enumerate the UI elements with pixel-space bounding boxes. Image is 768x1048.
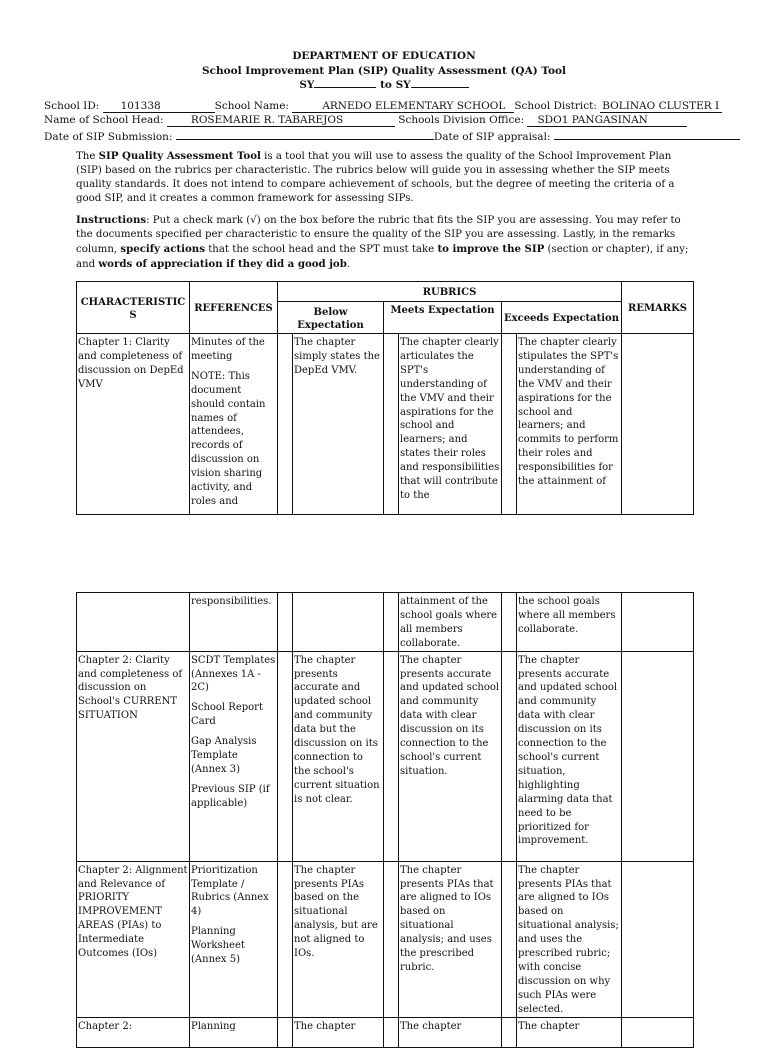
instructions-text-d: that the school head and the SPT must take	[204, 244, 438, 255]
row1-characteristic: Chapter 1: Clarity and completeness of discussion on DepEd VMV	[77, 334, 190, 515]
department-title: DEPARTMENT OF EDUCATION	[292, 50, 476, 62]
row2-characteristic: Chapter 2: Clarity and completeness of discussion on School's CURRENT SITUATION	[77, 651, 190, 861]
table-row-chapter1	[77, 334, 694, 515]
instructions-text-f: (section or chapter), if any; and	[76, 244, 689, 270]
row1c-below-checkbox[interactable]	[278, 593, 293, 652]
header-characteristics: CHARACTERISTICS	[77, 282, 190, 334]
submission-blank	[176, 128, 434, 140]
instructions-label: Instructions	[76, 214, 147, 226]
row1-below-text: The chapter simply states the DepEd VMV.	[293, 334, 384, 515]
instructions-specify: specify actions	[120, 243, 205, 255]
row1-below-checkbox[interactable]	[278, 334, 293, 515]
district-value: BOLINAO CLUSTER I	[600, 100, 722, 113]
row4-meets-checkbox[interactable]	[384, 1017, 399, 1047]
sy-mid: to SY	[380, 79, 411, 91]
header-rubrics: RUBRICS	[278, 282, 622, 302]
submission-label: Date of SIP Submission:	[44, 131, 173, 143]
head-value: ROSEMARIE R. TABAREJOS	[167, 114, 395, 127]
head-label: Name of School Head:	[44, 114, 164, 126]
school-id-line	[44, 100, 722, 113]
row1-references	[190, 334, 278, 515]
row3-exceeds-text: The chapter presents PIAs that are aligned to IOs based on situational analysis; and uses the prescribed rubric; with concise discussion on why such PIAs were selected.	[517, 861, 622, 1017]
row4-remarks[interactable]	[622, 1017, 694, 1047]
header-below-expectation: Below Expectation	[278, 302, 384, 334]
row3-references	[190, 861, 278, 1017]
school-year-line	[0, 79, 768, 91]
row2-exceeds-checkbox[interactable]	[502, 651, 517, 861]
row1-meets-content: The chapter clearly articulates the SPT's understanding of the VMV and their aspirations for the school and learners; and states their roles and responsibilities that will contribute to the	[400, 337, 500, 501]
row2-meets-text: The chapter presents accurate and updated school and community data with clear discussion on its connection to the school's current situation.	[399, 651, 502, 861]
appraisal-blank	[554, 128, 740, 140]
row1c-remarks[interactable]	[622, 593, 694, 652]
row1-meets-checkbox[interactable]	[384, 334, 399, 515]
row1c-references: responsibilities.	[190, 593, 278, 652]
row2-ref-previous-sip: Previous SIP (if applicable)	[191, 783, 270, 809]
school-name-value: ARNEDO ELEMENTARY SCHOOL	[292, 100, 514, 113]
row3-characteristic: Chapter 2: Alignment and Relevance of PRIORITY IMPROVEMENT AREAS (PIAs) to Intermediate Outcomes (IOs)	[77, 861, 190, 1017]
row1-meets-text	[399, 334, 502, 515]
school-head-line	[44, 114, 687, 127]
row3-exceeds-checkbox[interactable]	[502, 861, 517, 1017]
row2-exceeds-text: The chapter presents accurate and updated school and community data with clear discussion on its connection to the school's current situation, highlighting alarming data that need to be prioritized for improvement.	[517, 651, 622, 861]
row2-below-checkbox[interactable]	[278, 651, 293, 861]
row4-exceeds-checkbox[interactable]	[502, 1017, 517, 1047]
row1-exceeds-checkbox[interactable]	[502, 334, 517, 515]
row4-below-checkbox[interactable]	[278, 1017, 293, 1047]
district-label: School District:	[514, 100, 597, 112]
row1-exceeds-content: The chapter clearly stipulates the SPT's understanding of the VMV and their aspirations for the school and learners; and commits to perform their roles and responsibilities for the attainment of	[518, 337, 619, 488]
row4-below-text: The chapter	[293, 1017, 384, 1047]
rubrics-table-page1	[76, 281, 694, 515]
intro-text-a: The	[76, 151, 99, 162]
header-exceeds-expectation: Exceeds Expectation	[502, 302, 622, 334]
row3-below-checkbox[interactable]	[278, 861, 293, 1017]
intro-paragraph	[76, 149, 692, 206]
row2-references	[190, 651, 278, 861]
row1c-characteristic	[77, 593, 190, 652]
row1c-below-text	[293, 593, 384, 652]
instructions-text-b: : Put a check mark (√) on the box before the rubric that fits the SIP you are assessing. You may refer to the documents specified per characteristic to ensure the quality of the SIP you are assessing. Lastly, in the remarks column,	[76, 215, 681, 255]
row3-remarks[interactable]	[622, 861, 694, 1017]
row1c-meets-text: attainment of the school goals where all members collaborate.	[399, 593, 502, 652]
row1-exceeds-text	[517, 334, 622, 515]
row1c-exceeds-checkbox[interactable]	[502, 593, 517, 652]
row3-below-text: The chapter presents PIAs based on the situational analysis, but are not aligned to IOs.	[293, 861, 384, 1017]
row3-ref-planning-worksheet: Planning Worksheet (Annex 5)	[191, 926, 245, 966]
header-meets-expectation: Meets Expectation	[384, 302, 502, 334]
row1-ref-minutes: Minutes of the meeting	[191, 337, 265, 362]
appraisal-label: Date of SIP appraisal:	[433, 131, 551, 143]
row1c-meets-checkbox[interactable]	[384, 593, 399, 652]
instructions-text-h: .	[346, 259, 351, 270]
row2-ref-gap-analysis: Gap Analysis Template (Annex 3)	[191, 736, 257, 775]
row2-ref-report-card: School Report Card	[191, 702, 263, 728]
row1-remarks[interactable]	[622, 334, 694, 515]
intro-tool-name: SIP Quality Assessment Tool	[98, 150, 261, 162]
school-name-label: School Name:	[214, 100, 289, 112]
sy-prefix: SY	[299, 79, 315, 91]
row2-below-text: The chapter presents accurate and updated school and community data but the discussion on its connection to the school's current situation is not clear.	[293, 651, 384, 861]
tool-title: School Improvement Plan (SIP) Quality Assessment (QA) Tool	[202, 65, 566, 77]
division-label: Schools Division Office:	[398, 114, 525, 126]
row1-ref-note: NOTE: This document should contain names of attendees, records of discussion on vision sharing activity, and roles and	[191, 370, 266, 507]
row3-meets-checkbox[interactable]	[384, 861, 399, 1017]
row2-ref-scdt: SCDT Templates (Annexes 1A - 2C)	[191, 654, 276, 694]
instructions-appreciation: words of appreciation if they did a good job	[98, 258, 347, 270]
row4-meets-text: The chapter	[399, 1017, 502, 1047]
division-value: SDO1 PANGASINAN	[527, 114, 687, 127]
dates-line	[44, 128, 740, 143]
school-id-label: School ID:	[44, 100, 100, 112]
header-references: REFERENCES	[190, 282, 278, 334]
row2-meets-checkbox[interactable]	[384, 651, 399, 861]
rubrics-table-page2	[76, 592, 694, 1048]
table-row-chapter1-continued	[77, 593, 694, 652]
instructions-paragraph	[76, 213, 692, 272]
row1c-exceeds-text: the school goals where all members collaborate.	[517, 593, 622, 652]
table-row-chapter2-situation	[77, 651, 694, 861]
header-remarks: REMARKS	[622, 282, 694, 334]
table-row-chapter2-pias	[77, 861, 694, 1017]
row2-remarks[interactable]	[622, 651, 694, 861]
instructions-improve: to improve the SIP	[437, 243, 545, 255]
row3-meets-text: The chapter presents PIAs that are aligned to IOs based on situational analysis; and uses the prescribed rubric.	[399, 861, 502, 1017]
row4-exceeds-text: The chapter	[517, 1017, 622, 1047]
row3-ref-prioritization: Prioritization Template / Rubrics (Annex 4)	[191, 864, 269, 918]
intro-text-c: is a tool that you will use to assess the quality of the School Improvement Plan (SIP) based on the rubrics per characteristic. The rubrics below will guide you in assessing whether the SIP meets quality standards. It does not intend to compare achievement of schools, but the degree of meeting the criteria of a good SIP, and it creates a common framework for assessing SIPs.	[76, 151, 675, 204]
school-id-value: 101338	[103, 100, 215, 113]
row4-references: Planning	[190, 1017, 278, 1047]
table-row-chapter2-next	[77, 1017, 694, 1047]
row4-characteristic: Chapter 2:	[77, 1017, 190, 1047]
